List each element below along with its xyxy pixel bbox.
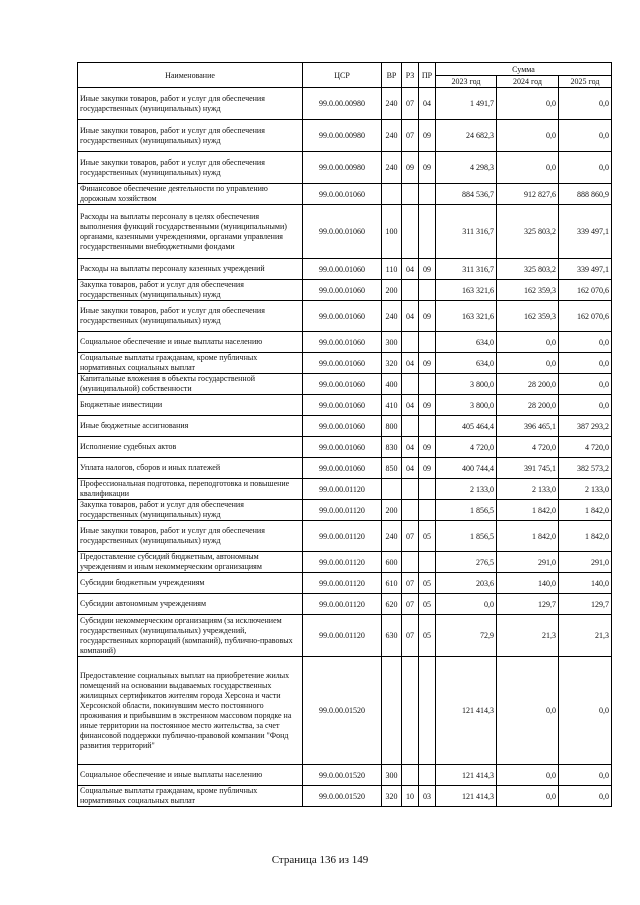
row-value-2024: 0,0	[497, 152, 559, 184]
row-rz: 07	[402, 521, 419, 552]
row-rz: 04	[402, 437, 419, 458]
header-csr: ЦСР	[303, 63, 382, 88]
row-value-2023: 163 321,6	[436, 280, 497, 301]
row-value-2023: 3 800,0	[436, 374, 497, 395]
row-name: Капитальные вложения в объекты государственной (муниципальной) собственности	[78, 374, 303, 395]
row-name: Иные закупки товаров, работ и услуг для обеспечения государственных (муниципальных) нужд	[78, 521, 303, 552]
row-pr: 09	[419, 395, 436, 416]
row-name: Социальные выплаты гражданам, кроме публичных нормативных социальных выплат	[78, 353, 303, 374]
row-rz: 10	[402, 786, 419, 807]
row-pr	[419, 416, 436, 437]
table-row	[78, 280, 612, 301]
row-vr: 410	[382, 395, 402, 416]
table-row	[78, 479, 612, 500]
row-value-2025: 162 070,6	[559, 301, 612, 332]
table-row	[78, 205, 612, 259]
table-row	[78, 594, 612, 615]
table-row	[78, 88, 612, 120]
row-value-2025: 339 497,1	[559, 205, 612, 259]
row-value-2024: 0,0	[497, 332, 559, 353]
row-name: Социальное обеспечение и иные выплаты населению	[78, 332, 303, 353]
row-pr	[419, 280, 436, 301]
table-row	[78, 374, 612, 395]
row-csr: 99.0.00.01120	[303, 594, 382, 615]
row-value-2024: 162 359,3	[497, 280, 559, 301]
table-row	[78, 301, 612, 332]
row-value-2024: 1 842,0	[497, 521, 559, 552]
row-vr: 200	[382, 500, 402, 521]
row-pr	[419, 765, 436, 786]
row-csr: 99.0.00.01060	[303, 437, 382, 458]
header-name: Наименование	[78, 63, 303, 88]
row-pr: 05	[419, 615, 436, 657]
row-vr: 620	[382, 594, 402, 615]
row-csr: 99.0.00.00980	[303, 152, 382, 184]
row-value-2025: 2 133,0	[559, 479, 612, 500]
row-vr: 800	[382, 416, 402, 437]
header-year-2025: 2025 год	[559, 76, 612, 88]
row-vr: 240	[382, 301, 402, 332]
row-csr: 99.0.00.01520	[303, 657, 382, 765]
row-csr: 99.0.00.01120	[303, 552, 382, 573]
page-number: Страница 136 из 149	[271, 854, 369, 866]
row-value-2025: 140,0	[559, 573, 612, 594]
row-csr: 99.0.00.01120	[303, 521, 382, 552]
row-rz: 04	[402, 458, 419, 479]
row-pr: 05	[419, 521, 436, 552]
row-name: Расходы на выплаты персоналу казенных учреждений	[78, 259, 303, 280]
row-rz: 07	[402, 615, 419, 657]
row-value-2024: 325 803,2	[497, 259, 559, 280]
row-value-2024: 0,0	[497, 353, 559, 374]
row-pr: 05	[419, 594, 436, 615]
row-csr: 99.0.00.01120	[303, 479, 382, 500]
row-csr: 99.0.00.01520	[303, 765, 382, 786]
row-value-2024: 28 200,0	[497, 395, 559, 416]
row-value-2023: 311 316,7	[436, 205, 497, 259]
row-csr: 99.0.00.01060	[303, 416, 382, 437]
row-value-2023: 884 536,7	[436, 184, 497, 205]
row-name: Предоставление субсидий бюджетным, автономным учреждениям и иным некоммерческим организациям	[78, 552, 303, 573]
row-value-2023: 121 414,3	[436, 786, 497, 807]
row-name: Закупка товаров, работ и услуг для обеспечения государственных (муниципальных) нужд	[78, 280, 303, 301]
row-vr: 240	[382, 521, 402, 552]
row-value-2025: 0,0	[559, 657, 612, 765]
row-value-2025: 0,0	[559, 374, 612, 395]
row-value-2023: 163 321,6	[436, 301, 497, 332]
row-pr	[419, 552, 436, 573]
row-value-2023: 400 744,4	[436, 458, 497, 479]
table-row	[78, 184, 612, 205]
row-pr: 09	[419, 353, 436, 374]
row-value-2023: 1 856,5	[436, 521, 497, 552]
row-value-2023: 1 856,5	[436, 500, 497, 521]
row-value-2024: 2 133,0	[497, 479, 559, 500]
row-pr: 03	[419, 786, 436, 807]
row-name: Субсидии бюджетным учреждениям	[78, 573, 303, 594]
row-vr	[382, 479, 402, 500]
row-csr: 99.0.00.00980	[303, 88, 382, 120]
row-csr: 99.0.00.01060	[303, 374, 382, 395]
row-name: Уплата налогов, сборов и иных платежей	[78, 458, 303, 479]
row-csr: 99.0.00.01060	[303, 395, 382, 416]
row-pr: 09	[419, 120, 436, 152]
row-vr: 830	[382, 437, 402, 458]
row-pr: 09	[419, 458, 436, 479]
table-row	[78, 500, 612, 521]
row-value-2024: 0,0	[497, 120, 559, 152]
row-value-2023: 121 414,3	[436, 765, 497, 786]
row-value-2025: 387 293,2	[559, 416, 612, 437]
row-vr: 110	[382, 259, 402, 280]
row-pr: 09	[419, 259, 436, 280]
row-name: Субсидии некоммерческим организациям (за исключением государственных (муниципальных) учреждений, государственных корпораций (компаний), публично-правовых компаний)	[78, 615, 303, 657]
row-value-2024: 325 803,2	[497, 205, 559, 259]
row-value-2025: 1 842,0	[559, 521, 612, 552]
row-value-2025: 129,7	[559, 594, 612, 615]
row-vr: 240	[382, 88, 402, 120]
header-pr: ПР	[419, 63, 436, 88]
row-value-2023: 72,9	[436, 615, 497, 657]
row-value-2025: 0,0	[559, 332, 612, 353]
header-year-2023: 2023 год	[436, 76, 497, 88]
row-value-2024: 0,0	[497, 657, 559, 765]
row-name: Предоставление социальных выплат на приобретение жилых помещений на основании выдаваемых государственных жилищных сертификатов жителям города Херсона и части Херсонской области, покинувшим место постоянного проживания и прибывшим в экстренном массовом порядке на иные территории на постоянное место жительства, за счет финансовой поддержки публично-правовой компании "Фонд развития территорий"	[78, 657, 303, 765]
table-row	[78, 657, 612, 765]
row-value-2025: 0,0	[559, 88, 612, 120]
row-vr: 320	[382, 353, 402, 374]
row-value-2024: 0,0	[497, 786, 559, 807]
row-value-2023: 311 316,7	[436, 259, 497, 280]
row-rz	[402, 184, 419, 205]
row-value-2025: 0,0	[559, 353, 612, 374]
row-value-2025: 382 573,2	[559, 458, 612, 479]
row-rz	[402, 479, 419, 500]
row-value-2025: 21,3	[559, 615, 612, 657]
row-rz: 07	[402, 120, 419, 152]
row-value-2025: 339 497,1	[559, 259, 612, 280]
table-row	[78, 332, 612, 353]
row-pr	[419, 500, 436, 521]
row-csr: 99.0.00.01060	[303, 353, 382, 374]
row-pr: 05	[419, 573, 436, 594]
row-name: Иные закупки товаров, работ и услуг для обеспечения государственных (муниципальных) нужд	[78, 152, 303, 184]
row-csr: 99.0.00.01120	[303, 573, 382, 594]
header-rz: РЗ	[402, 63, 419, 88]
row-vr: 400	[382, 374, 402, 395]
table-header	[78, 63, 612, 88]
row-value-2024: 129,7	[497, 594, 559, 615]
row-vr: 630	[382, 615, 402, 657]
row-csr: 99.0.00.01060	[303, 259, 382, 280]
row-value-2024: 396 465,1	[497, 416, 559, 437]
row-value-2023: 405 464,4	[436, 416, 497, 437]
row-name: Субсидии автономным учреждениям	[78, 594, 303, 615]
row-value-2025: 0,0	[559, 395, 612, 416]
table-row	[78, 786, 612, 807]
table-row	[78, 458, 612, 479]
row-vr: 600	[382, 552, 402, 573]
row-name: Финансовое обеспечение деятельности по управлению дорожным хозяйством	[78, 184, 303, 205]
row-value-2024: 28 200,0	[497, 374, 559, 395]
row-value-2024: 1 842,0	[497, 500, 559, 521]
row-value-2025: 162 070,6	[559, 280, 612, 301]
row-vr: 100	[382, 205, 402, 259]
row-value-2025: 0,0	[559, 120, 612, 152]
row-csr: 99.0.00.01060	[303, 184, 382, 205]
row-pr	[419, 332, 436, 353]
table-body	[78, 88, 612, 807]
row-vr: 320	[382, 786, 402, 807]
row-rz	[402, 374, 419, 395]
row-csr: 99.0.00.01060	[303, 332, 382, 353]
row-rz	[402, 332, 419, 353]
row-value-2024: 912 827,6	[497, 184, 559, 205]
row-value-2023: 276,5	[436, 552, 497, 573]
row-value-2024: 140,0	[497, 573, 559, 594]
row-name: Социальное обеспечение и иные выплаты населению	[78, 765, 303, 786]
row-rz	[402, 552, 419, 573]
row-rz	[402, 416, 419, 437]
row-rz	[402, 657, 419, 765]
row-vr: 240	[382, 120, 402, 152]
row-rz: 04	[402, 353, 419, 374]
row-vr: 300	[382, 765, 402, 786]
row-vr: 850	[382, 458, 402, 479]
row-value-2023: 121 414,3	[436, 657, 497, 765]
row-value-2023: 0,0	[436, 594, 497, 615]
row-csr: 99.0.00.01120	[303, 615, 382, 657]
row-value-2023: 203,6	[436, 573, 497, 594]
row-value-2023: 1 491,7	[436, 88, 497, 120]
row-rz: 04	[402, 395, 419, 416]
row-rz: 07	[402, 594, 419, 615]
row-value-2024: 0,0	[497, 765, 559, 786]
row-pr	[419, 479, 436, 500]
row-name: Исполнение судебных актов	[78, 437, 303, 458]
row-vr: 240	[382, 152, 402, 184]
row-value-2025: 4 720,0	[559, 437, 612, 458]
row-pr	[419, 374, 436, 395]
budget-table	[77, 62, 612, 807]
row-name: Социальные выплаты гражданам, кроме публичных нормативных социальных выплат	[78, 786, 303, 807]
row-value-2024: 162 359,3	[497, 301, 559, 332]
row-name: Иные бюджетные ассигнования	[78, 416, 303, 437]
row-rz: 09	[402, 152, 419, 184]
row-value-2023: 3 800,0	[436, 395, 497, 416]
row-rz	[402, 205, 419, 259]
row-pr: 04	[419, 88, 436, 120]
table-row	[78, 120, 612, 152]
row-csr: 99.0.00.01060	[303, 301, 382, 332]
row-value-2025: 0,0	[559, 786, 612, 807]
row-value-2023: 24 682,3	[436, 120, 497, 152]
header-year-2024: 2024 год	[497, 76, 559, 88]
table-row	[78, 615, 612, 657]
table-row	[78, 353, 612, 374]
row-rz: 07	[402, 88, 419, 120]
row-rz	[402, 280, 419, 301]
table-row	[78, 765, 612, 786]
row-name: Иные закупки товаров, работ и услуг для обеспечения государственных (муниципальных) нужд	[78, 301, 303, 332]
row-rz: 04	[402, 301, 419, 332]
row-name: Закупка товаров, работ и услуг для обеспечения государственных (муниципальных) нужд	[78, 500, 303, 521]
table-row	[78, 416, 612, 437]
row-csr: 99.0.00.01060	[303, 205, 382, 259]
row-value-2025: 0,0	[559, 152, 612, 184]
row-value-2024: 0,0	[497, 88, 559, 120]
table-row	[78, 259, 612, 280]
header-vr: ВР	[382, 63, 402, 88]
row-rz	[402, 765, 419, 786]
row-vr: 200	[382, 280, 402, 301]
row-value-2025: 888 860,9	[559, 184, 612, 205]
row-rz	[402, 500, 419, 521]
row-csr: 99.0.00.01520	[303, 786, 382, 807]
row-vr	[382, 657, 402, 765]
row-pr	[419, 657, 436, 765]
row-value-2023: 634,0	[436, 332, 497, 353]
row-value-2023: 4 298,3	[436, 152, 497, 184]
row-csr: 99.0.00.00980	[303, 120, 382, 152]
row-value-2025: 1 842,0	[559, 500, 612, 521]
row-value-2023: 2 133,0	[436, 479, 497, 500]
row-value-2024: 21,3	[497, 615, 559, 657]
table-row	[78, 395, 612, 416]
row-value-2023: 634,0	[436, 353, 497, 374]
row-value-2024: 291,0	[497, 552, 559, 573]
row-csr: 99.0.00.01060	[303, 280, 382, 301]
row-vr: 610	[382, 573, 402, 594]
table-row	[78, 437, 612, 458]
row-pr: 09	[419, 301, 436, 332]
row-rz: 07	[402, 573, 419, 594]
row-rz: 04	[402, 259, 419, 280]
row-pr: 09	[419, 437, 436, 458]
row-value-2025: 0,0	[559, 765, 612, 786]
row-name: Бюджетные инвестиции	[78, 395, 303, 416]
table-row	[78, 152, 612, 184]
table-row	[78, 521, 612, 552]
header-sum: Сумма	[436, 63, 612, 76]
row-name: Иные закупки товаров, работ и услуг для обеспечения государственных (муниципальных) нужд	[78, 120, 303, 152]
table-row	[78, 552, 612, 573]
row-pr	[419, 205, 436, 259]
row-value-2024: 391 745,1	[497, 458, 559, 479]
row-value-2023: 4 720,0	[436, 437, 497, 458]
row-pr: 09	[419, 152, 436, 184]
row-name: Иные закупки товаров, работ и услуг для обеспечения государственных (муниципальных) нужд	[78, 88, 303, 120]
row-name: Расходы на выплаты персоналу в целях обеспечения выполнения функций государственными (муниципальными) органами, казенными учреждениями, органами управления государственными внебюджетными фондами	[78, 205, 303, 259]
row-csr: 99.0.00.01120	[303, 500, 382, 521]
row-value-2025: 291,0	[559, 552, 612, 573]
row-pr	[419, 184, 436, 205]
row-name: Профессиональная подготовка, переподготовка и повышение квалификации	[78, 479, 303, 500]
table-row	[78, 573, 612, 594]
row-value-2024: 4 720,0	[497, 437, 559, 458]
row-csr: 99.0.00.01060	[303, 458, 382, 479]
row-vr: 300	[382, 332, 402, 353]
row-vr	[382, 184, 402, 205]
